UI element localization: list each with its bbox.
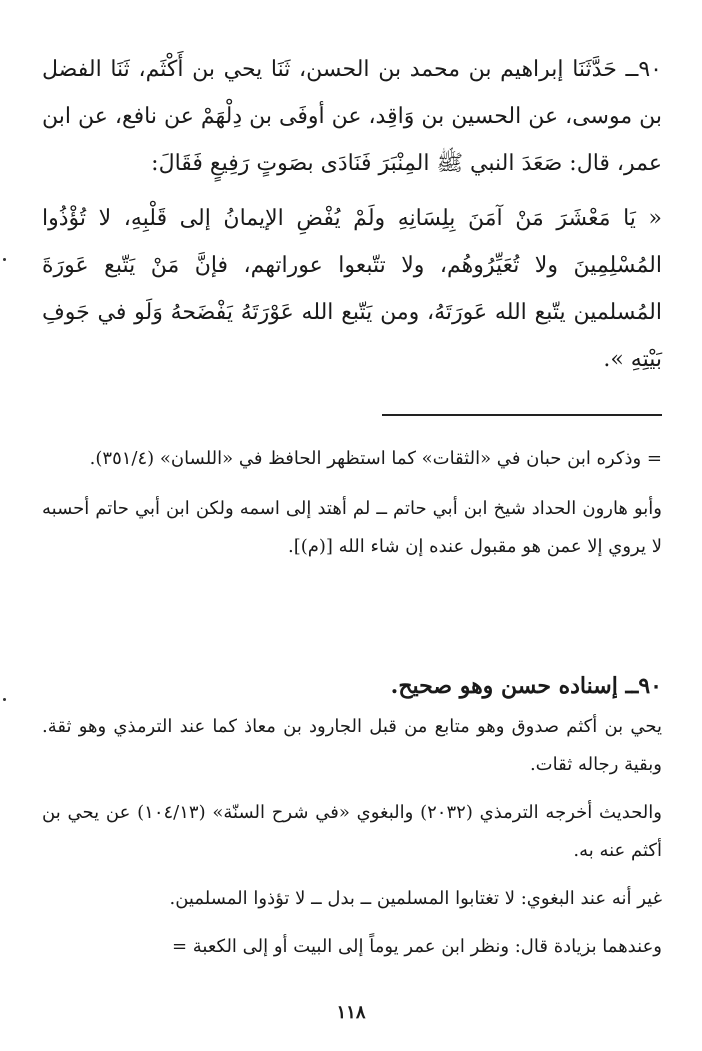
grading-section (42, 666, 662, 976)
footnote-paragraph: = وذكره ابن حبان في «الثقات» كما استظهر الحافظ في «اللسان» (٣٥١/٤). (89, 448, 662, 469)
hadith-quote-text: « يَا مَعْشَرَ مَنْ آمَنَ بِلِسَانِهِ ولَمْ يُفْضِ الإيمانُ إلى قَلْبِهِ، لا تُؤْذُوا المُسْلِمِينَ ولا تُعَيِّرُوهُم، ولا تتّبعوا عوراتهم، فإنَّ مَنْ يَتّبع عَورَةَ المُسلمين يتّبع الله عَورَتَهُ، ومن يَتّبع الله عَوْرَتَهُ يَفْضَحهُ وَلَو في جَوفِ بَيْتِهِ ». (42, 206, 662, 372)
footnote-paragraph: وأبو هارون الحداد شيخ ابن أبي حاتم ــ لم أهتد إلى اسمه ولكن ابن أبي حاتم أحسبه لا يروي إلا عمن هو مقبول عنده إن شاء الله [(م)]. (42, 498, 662, 557)
footnote-divider (382, 414, 662, 416)
scan-edge-mark (3, 258, 6, 261)
scan-edge-mark (3, 698, 6, 701)
grading-paragraph: يحي بن أكثم صدوق وهو متابع من قبل الجارود بن معاذ كما عند الترمذي وهو ثقة. وبقية رجاله ثقات. (42, 716, 662, 775)
grading-paragraph: وعندهما بزيادة قال: ونظر ابن عمر يوماً إلى البيت أو إلى الكعبة = (171, 936, 662, 957)
grading-heading: ٩٠ــ إسناده حسن وهو صحيح. (390, 673, 662, 699)
grading-paragraph: غير أنه عند البغوي: لا تغتابوا المسلمين ــ بدل ــ لا تؤذوا المسلمين. (169, 888, 662, 909)
hadith-section (42, 46, 662, 383)
page-number: ١١٨ (336, 1002, 366, 1023)
hadith-chain-text: ٩٠ــ حَدَّثَنَا إبراهيم بن محمد بن الحسن، ثَنَا يحي بن أَكْثَم، ثَنَا الفضل بن موسى، عن الحسين بن وَاقِد، عن أوفَى بن دِلْهَمْ عن نافع، عن ابن عمر، قال: صَعَدَ النبي ﷺ المِنْبَرَ فَنَادَى بصَوتٍ رَفِيعٍ فَقَالَ: (42, 57, 662, 176)
grading-paragraph: والحديث أخرجه الترمذي (٢٠٣٢) والبغوي «في شرح السنّة» (١٠٤/١٣) عن يحي بن أكثم عنه به. (42, 802, 662, 861)
footnotes-section (42, 440, 662, 578)
